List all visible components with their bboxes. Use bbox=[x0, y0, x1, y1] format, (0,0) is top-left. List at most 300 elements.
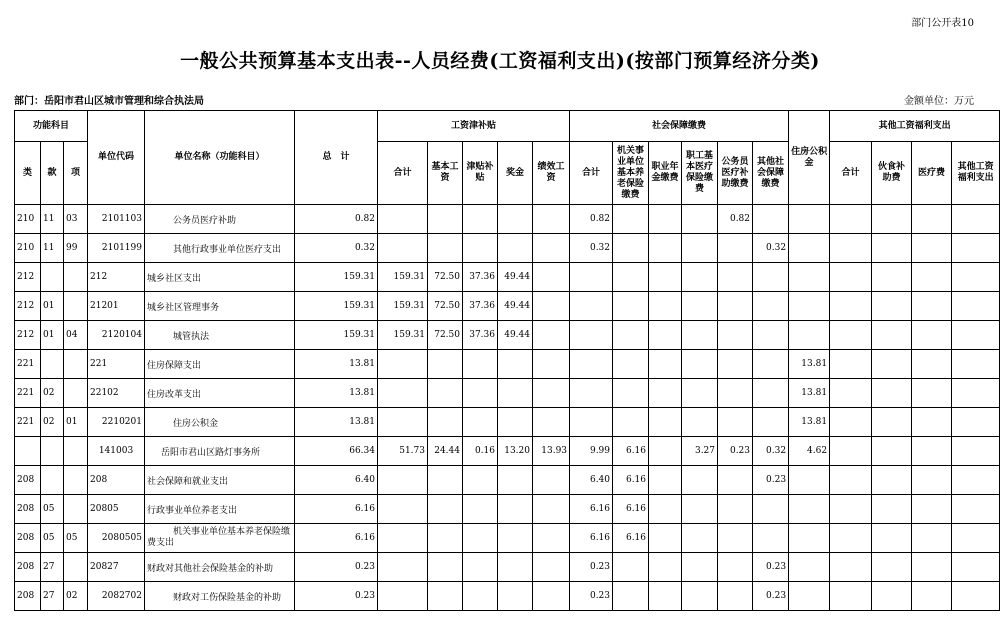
cell-civil-med bbox=[718, 263, 753, 292]
cell-medical bbox=[682, 321, 718, 350]
cell-annuity bbox=[649, 379, 682, 408]
header-total: 总 计 bbox=[295, 111, 378, 205]
cell-bonus bbox=[498, 234, 533, 263]
cell-civil-med bbox=[718, 582, 753, 611]
cell-basic-wage bbox=[428, 495, 463, 524]
cell-xiang bbox=[64, 466, 88, 495]
cell-bonus bbox=[498, 408, 533, 437]
cell-meal bbox=[872, 234, 912, 263]
cell-wage-sum: 159.31 bbox=[378, 292, 428, 321]
header-medical: 职工基本医疗保险缴费 bbox=[682, 142, 718, 205]
cell-civil-med bbox=[718, 379, 753, 408]
cell-other-wage bbox=[952, 582, 1000, 611]
cell-kuan: 02 bbox=[41, 408, 64, 437]
cell-allowance bbox=[463, 466, 498, 495]
cell-perf-wage bbox=[533, 408, 570, 437]
cell-other-wage bbox=[952, 234, 1000, 263]
cell-pension: 6.16 bbox=[613, 524, 649, 553]
cell-medical bbox=[682, 466, 718, 495]
cell-other-wage bbox=[952, 553, 1000, 582]
cell-lei: 210 bbox=[15, 234, 41, 263]
cell-code: 212 bbox=[88, 263, 145, 292]
cell-civil-med bbox=[718, 524, 753, 553]
cell-other-soc bbox=[753, 379, 789, 408]
cell-oth-sum bbox=[830, 321, 872, 350]
table-row bbox=[15, 292, 1000, 321]
table-row bbox=[15, 466, 1000, 495]
cell-code: 2082702 bbox=[88, 582, 145, 611]
cell-meal bbox=[872, 321, 912, 350]
cell-oth-sum bbox=[830, 350, 872, 379]
cell-kuan bbox=[41, 437, 64, 466]
cell-wage-sum bbox=[378, 524, 428, 553]
cell-other-soc bbox=[753, 321, 789, 350]
header-social-group: 社会保障缴费 bbox=[570, 111, 789, 142]
cell-bonus bbox=[498, 582, 533, 611]
cell-civil-med bbox=[718, 292, 753, 321]
cell-pension bbox=[613, 321, 649, 350]
cell-oth-sum bbox=[830, 437, 872, 466]
cell-other-soc bbox=[753, 408, 789, 437]
cell-housing bbox=[789, 234, 830, 263]
cell-housing: 13.81 bbox=[789, 379, 830, 408]
cell-allowance bbox=[463, 350, 498, 379]
cell-soc-sum: 9.99 bbox=[570, 437, 613, 466]
cell-med-fee bbox=[912, 553, 952, 582]
cell-other-wage bbox=[952, 350, 1000, 379]
header-basic-wage: 基本工资 bbox=[428, 142, 463, 205]
cell-name: 机关事业单位基本养老保险缴费支出 bbox=[145, 524, 295, 553]
cell-housing: 4.62 bbox=[789, 437, 830, 466]
cell-bonus bbox=[498, 350, 533, 379]
cell-soc-sum bbox=[570, 321, 613, 350]
cell-basic-wage bbox=[428, 350, 463, 379]
cell-housing bbox=[789, 263, 830, 292]
cell-basic-wage: 24.44 bbox=[428, 437, 463, 466]
cell-wage-sum: 51.73 bbox=[378, 437, 428, 466]
cell-soc-sum: 0.82 bbox=[570, 205, 613, 234]
cell-xiang bbox=[64, 292, 88, 321]
cell-name: 其他行政事业单位医疗支出 bbox=[145, 234, 295, 263]
cell-medical bbox=[682, 205, 718, 234]
cell-xiang: 01 bbox=[64, 408, 88, 437]
cell-soc-sum bbox=[570, 408, 613, 437]
cell-annuity bbox=[649, 350, 682, 379]
cell-other-soc bbox=[753, 495, 789, 524]
cell-annuity bbox=[649, 553, 682, 582]
cell-soc-sum: 0.23 bbox=[570, 582, 613, 611]
header-func: 功能科目 bbox=[15, 111, 88, 142]
cell-annuity bbox=[649, 466, 682, 495]
cell-code: 21201 bbox=[88, 292, 145, 321]
cell-allowance: 0.16 bbox=[463, 437, 498, 466]
header-civil-med: 公务员医疗补助缴费 bbox=[718, 142, 753, 205]
cell-bonus bbox=[498, 495, 533, 524]
cell-allowance: 37.36 bbox=[463, 263, 498, 292]
cell-total: 159.31 bbox=[295, 321, 378, 350]
cell-lei: 208 bbox=[15, 495, 41, 524]
cell-pension bbox=[613, 263, 649, 292]
cell-annuity bbox=[649, 524, 682, 553]
cell-perf-wage bbox=[533, 350, 570, 379]
cell-other-wage bbox=[952, 321, 1000, 350]
cell-total: 6.16 bbox=[295, 495, 378, 524]
cell-xiang bbox=[64, 437, 88, 466]
cell-bonus bbox=[498, 205, 533, 234]
cell-allowance bbox=[463, 379, 498, 408]
cell-pension: 6.16 bbox=[613, 437, 649, 466]
table-row bbox=[15, 553, 1000, 582]
cell-meal bbox=[872, 495, 912, 524]
cell-med-fee bbox=[912, 263, 952, 292]
cell-medical: 3.27 bbox=[682, 437, 718, 466]
header-annuity: 职业年金缴费 bbox=[649, 142, 682, 205]
cell-kuan: 01 bbox=[41, 292, 64, 321]
cell-housing bbox=[789, 524, 830, 553]
cell-soc-sum bbox=[570, 263, 613, 292]
cell-meal bbox=[872, 379, 912, 408]
cell-xiang: 04 bbox=[64, 321, 88, 350]
cell-kuan bbox=[41, 466, 64, 495]
cell-other-wage bbox=[952, 437, 1000, 466]
cell-perf-wage bbox=[533, 582, 570, 611]
cell-annuity bbox=[649, 582, 682, 611]
cell-soc-sum: 6.16 bbox=[570, 495, 613, 524]
cell-allowance bbox=[463, 234, 498, 263]
cell-meal bbox=[872, 263, 912, 292]
cell-meal bbox=[872, 582, 912, 611]
cell-annuity bbox=[649, 495, 682, 524]
cell-perf-wage bbox=[533, 205, 570, 234]
cell-xiang bbox=[64, 495, 88, 524]
cell-total: 6.16 bbox=[295, 524, 378, 553]
cell-civil-med bbox=[718, 466, 753, 495]
table-row bbox=[15, 379, 1000, 408]
cell-basic-wage: 72.50 bbox=[428, 263, 463, 292]
cell-basic-wage bbox=[428, 466, 463, 495]
cell-other-wage bbox=[952, 495, 1000, 524]
cell-med-fee bbox=[912, 292, 952, 321]
cell-total: 66.34 bbox=[295, 437, 378, 466]
cell-oth-sum bbox=[830, 205, 872, 234]
cell-other-wage bbox=[952, 466, 1000, 495]
cell-med-fee bbox=[912, 524, 952, 553]
cell-code: 22102 bbox=[88, 379, 145, 408]
cell-pension bbox=[613, 553, 649, 582]
cell-other-wage bbox=[952, 524, 1000, 553]
cell-other-soc: 0.23 bbox=[753, 466, 789, 495]
cell-basic-wage bbox=[428, 524, 463, 553]
cell-civil-med bbox=[718, 495, 753, 524]
cell-med-fee bbox=[912, 582, 952, 611]
cell-oth-sum bbox=[830, 524, 872, 553]
cell-name: 岳阳市君山区路灯事务所 bbox=[145, 437, 295, 466]
cell-other-wage bbox=[952, 408, 1000, 437]
cell-other-soc bbox=[753, 205, 789, 234]
header-other-wage: 其他工资福利支出 bbox=[952, 142, 1000, 205]
cell-other-soc bbox=[753, 524, 789, 553]
page-number: 部门公开表10 bbox=[911, 18, 974, 29]
cell-medical bbox=[682, 408, 718, 437]
cell-pension bbox=[613, 205, 649, 234]
cell-housing bbox=[789, 205, 830, 234]
header-other-soc: 其他社会保障缴费 bbox=[753, 142, 789, 205]
cell-other-soc: 0.23 bbox=[753, 553, 789, 582]
cell-wage-sum: 159.31 bbox=[378, 321, 428, 350]
cell-name: 城乡社区支出 bbox=[145, 263, 295, 292]
cell-pension bbox=[613, 292, 649, 321]
cell-civil-med: 0.82 bbox=[718, 205, 753, 234]
cell-civil-med bbox=[718, 234, 753, 263]
cell-xiang: 03 bbox=[64, 205, 88, 234]
table-row bbox=[15, 205, 1000, 234]
header-name: 单位名称（功能科目） bbox=[145, 111, 295, 205]
cell-civil-med bbox=[718, 321, 753, 350]
cell-kuan: 02 bbox=[41, 379, 64, 408]
cell-name: 城管执法 bbox=[145, 321, 295, 350]
cell-perf-wage bbox=[533, 234, 570, 263]
cell-code: 20827 bbox=[88, 553, 145, 582]
header-bonus: 奖金 bbox=[498, 142, 533, 205]
cell-code: 2080505 bbox=[88, 524, 145, 553]
cell-name: 行政事业单位养老支出 bbox=[145, 495, 295, 524]
cell-total: 159.31 bbox=[295, 292, 378, 321]
cell-xiang bbox=[64, 553, 88, 582]
cell-oth-sum bbox=[830, 379, 872, 408]
cell-meal bbox=[872, 466, 912, 495]
cell-housing: 13.81 bbox=[789, 408, 830, 437]
cell-other-wage bbox=[952, 292, 1000, 321]
header-allowance: 津贴补贴 bbox=[463, 142, 498, 205]
cell-total: 13.81 bbox=[295, 379, 378, 408]
cell-annuity bbox=[649, 205, 682, 234]
cell-lei: 221 bbox=[15, 408, 41, 437]
cell-name: 住房保障支出 bbox=[145, 350, 295, 379]
cell-soc-sum: 0.32 bbox=[570, 234, 613, 263]
cell-perf-wage bbox=[533, 553, 570, 582]
cell-perf-wage bbox=[533, 524, 570, 553]
cell-basic-wage bbox=[428, 582, 463, 611]
cell-allowance bbox=[463, 582, 498, 611]
header-pension: 机关事业单位基本养老保险缴费 bbox=[613, 142, 649, 205]
table-row bbox=[15, 263, 1000, 292]
cell-basic-wage: 72.50 bbox=[428, 321, 463, 350]
cell-other-wage bbox=[952, 205, 1000, 234]
cell-med-fee bbox=[912, 205, 952, 234]
cell-med-fee bbox=[912, 466, 952, 495]
cell-allowance: 37.36 bbox=[463, 292, 498, 321]
cell-code: 2101103 bbox=[88, 205, 145, 234]
cell-meal bbox=[872, 292, 912, 321]
cell-other-soc: 0.32 bbox=[753, 437, 789, 466]
header-xiang: 项 bbox=[64, 142, 88, 205]
cell-basic-wage bbox=[428, 553, 463, 582]
cell-other-soc bbox=[753, 292, 789, 321]
table-row bbox=[15, 350, 1000, 379]
header-housing: 住房公积金 bbox=[789, 111, 830, 205]
cell-oth-sum bbox=[830, 495, 872, 524]
cell-code: 141003 bbox=[88, 437, 145, 466]
cell-soc-sum bbox=[570, 292, 613, 321]
cell-meal bbox=[872, 350, 912, 379]
header-lei: 类 bbox=[15, 142, 41, 205]
cell-kuan: 27 bbox=[41, 553, 64, 582]
cell-med-fee bbox=[912, 437, 952, 466]
cell-meal bbox=[872, 408, 912, 437]
cell-other-wage bbox=[952, 263, 1000, 292]
cell-kuan: 01 bbox=[41, 321, 64, 350]
cell-lei: 212 bbox=[15, 263, 41, 292]
cell-name: 社会保障和就业支出 bbox=[145, 466, 295, 495]
cell-other-soc: 0.32 bbox=[753, 234, 789, 263]
cell-allowance bbox=[463, 495, 498, 524]
cell-lei: 208 bbox=[15, 582, 41, 611]
cell-bonus bbox=[498, 524, 533, 553]
cell-housing bbox=[789, 553, 830, 582]
cell-total: 0.32 bbox=[295, 234, 378, 263]
cell-wage-sum bbox=[378, 379, 428, 408]
cell-perf-wage bbox=[533, 495, 570, 524]
cell-perf-wage bbox=[533, 292, 570, 321]
cell-kuan: 27 bbox=[41, 582, 64, 611]
cell-bonus: 49.44 bbox=[498, 292, 533, 321]
table-row bbox=[15, 321, 1000, 350]
table-row bbox=[15, 495, 1000, 524]
cell-allowance bbox=[463, 408, 498, 437]
header-kuan: 款 bbox=[41, 142, 64, 205]
cell-medical bbox=[682, 263, 718, 292]
cell-total: 6.40 bbox=[295, 466, 378, 495]
cell-name: 住房改革支出 bbox=[145, 379, 295, 408]
cell-kuan: 11 bbox=[41, 234, 64, 263]
table-row bbox=[15, 437, 1000, 466]
cell-housing bbox=[789, 495, 830, 524]
cell-wage-sum: 159.31 bbox=[378, 263, 428, 292]
cell-annuity bbox=[649, 408, 682, 437]
cell-wage-sum bbox=[378, 408, 428, 437]
header-med-fee: 医疗费 bbox=[912, 142, 952, 205]
table-body bbox=[15, 205, 1000, 611]
cell-lei bbox=[15, 437, 41, 466]
cell-medical bbox=[682, 495, 718, 524]
cell-basic-wage bbox=[428, 234, 463, 263]
cell-perf-wage bbox=[533, 263, 570, 292]
cell-medical bbox=[682, 379, 718, 408]
cell-annuity bbox=[649, 292, 682, 321]
cell-allowance: 37.36 bbox=[463, 321, 498, 350]
cell-xiang bbox=[64, 350, 88, 379]
cell-xiang bbox=[64, 263, 88, 292]
cell-soc-sum: 0.23 bbox=[570, 553, 613, 582]
cell-medical bbox=[682, 350, 718, 379]
cell-med-fee bbox=[912, 408, 952, 437]
cell-basic-wage bbox=[428, 379, 463, 408]
cell-pension: 6.16 bbox=[613, 495, 649, 524]
cell-oth-sum bbox=[830, 466, 872, 495]
cell-bonus bbox=[498, 553, 533, 582]
cell-oth-sum bbox=[830, 582, 872, 611]
cell-soc-sum bbox=[570, 350, 613, 379]
cell-meal bbox=[872, 437, 912, 466]
cell-other-soc bbox=[753, 350, 789, 379]
cell-oth-sum bbox=[830, 292, 872, 321]
table-row bbox=[15, 408, 1000, 437]
unit-label: 金额单位：万元 bbox=[904, 96, 974, 107]
header-perf-wage: 绩效工资 bbox=[533, 142, 570, 205]
cell-civil-med bbox=[718, 350, 753, 379]
cell-annuity bbox=[649, 321, 682, 350]
cell-pension: 6.16 bbox=[613, 466, 649, 495]
cell-soc-sum: 6.16 bbox=[570, 524, 613, 553]
cell-meal bbox=[872, 524, 912, 553]
cell-pension bbox=[613, 582, 649, 611]
budget-table bbox=[14, 110, 1000, 611]
header-other-group: 其他工资福利支出 bbox=[830, 111, 1000, 142]
cell-pension bbox=[613, 350, 649, 379]
cell-lei: 212 bbox=[15, 292, 41, 321]
page-title: 一般公共预算基本支出表--人员经费(工资福利支出)(按部门预算经济分类) bbox=[180, 50, 820, 72]
cell-kuan bbox=[41, 263, 64, 292]
cell-code: 2101199 bbox=[88, 234, 145, 263]
cell-code: 2210201 bbox=[88, 408, 145, 437]
cell-total: 13.81 bbox=[295, 350, 378, 379]
cell-name: 住房公积金 bbox=[145, 408, 295, 437]
cell-lei: 210 bbox=[15, 205, 41, 234]
cell-medical bbox=[682, 553, 718, 582]
cell-xiang: 05 bbox=[64, 524, 88, 553]
cell-housing bbox=[789, 466, 830, 495]
cell-medical bbox=[682, 292, 718, 321]
cell-kuan: 05 bbox=[41, 495, 64, 524]
cell-med-fee bbox=[912, 234, 952, 263]
cell-med-fee bbox=[912, 495, 952, 524]
cell-housing: 13.81 bbox=[789, 350, 830, 379]
cell-total: 159.31 bbox=[295, 263, 378, 292]
cell-civil-med bbox=[718, 553, 753, 582]
cell-total: 0.82 bbox=[295, 205, 378, 234]
header-oth-sum: 合计 bbox=[830, 142, 872, 205]
cell-perf-wage: 13.93 bbox=[533, 437, 570, 466]
cell-code: 208 bbox=[88, 466, 145, 495]
cell-wage-sum bbox=[378, 553, 428, 582]
cell-bonus bbox=[498, 379, 533, 408]
cell-civil-med bbox=[718, 408, 753, 437]
table-row bbox=[15, 234, 1000, 263]
cell-pension bbox=[613, 234, 649, 263]
header-meal: 伙食补助费 bbox=[872, 142, 912, 205]
cell-other-soc: 0.23 bbox=[753, 582, 789, 611]
cell-kuan bbox=[41, 350, 64, 379]
cell-allowance bbox=[463, 553, 498, 582]
cell-annuity bbox=[649, 263, 682, 292]
cell-perf-wage bbox=[533, 321, 570, 350]
cell-xiang bbox=[64, 379, 88, 408]
cell-code: 2120104 bbox=[88, 321, 145, 350]
cell-oth-sum bbox=[830, 234, 872, 263]
cell-total: 13.81 bbox=[295, 408, 378, 437]
cell-wage-sum bbox=[378, 234, 428, 263]
cell-name: 财政对工伤保险基金的补助 bbox=[145, 582, 295, 611]
header-wage-sum: 合计 bbox=[378, 142, 428, 205]
cell-allowance bbox=[463, 524, 498, 553]
cell-lei: 221 bbox=[15, 379, 41, 408]
cell-oth-sum bbox=[830, 408, 872, 437]
cell-basic-wage: 72.50 bbox=[428, 292, 463, 321]
header-soc-sum: 合计 bbox=[570, 142, 613, 205]
cell-wage-sum bbox=[378, 205, 428, 234]
table-row bbox=[15, 524, 1000, 553]
cell-code: 20805 bbox=[88, 495, 145, 524]
